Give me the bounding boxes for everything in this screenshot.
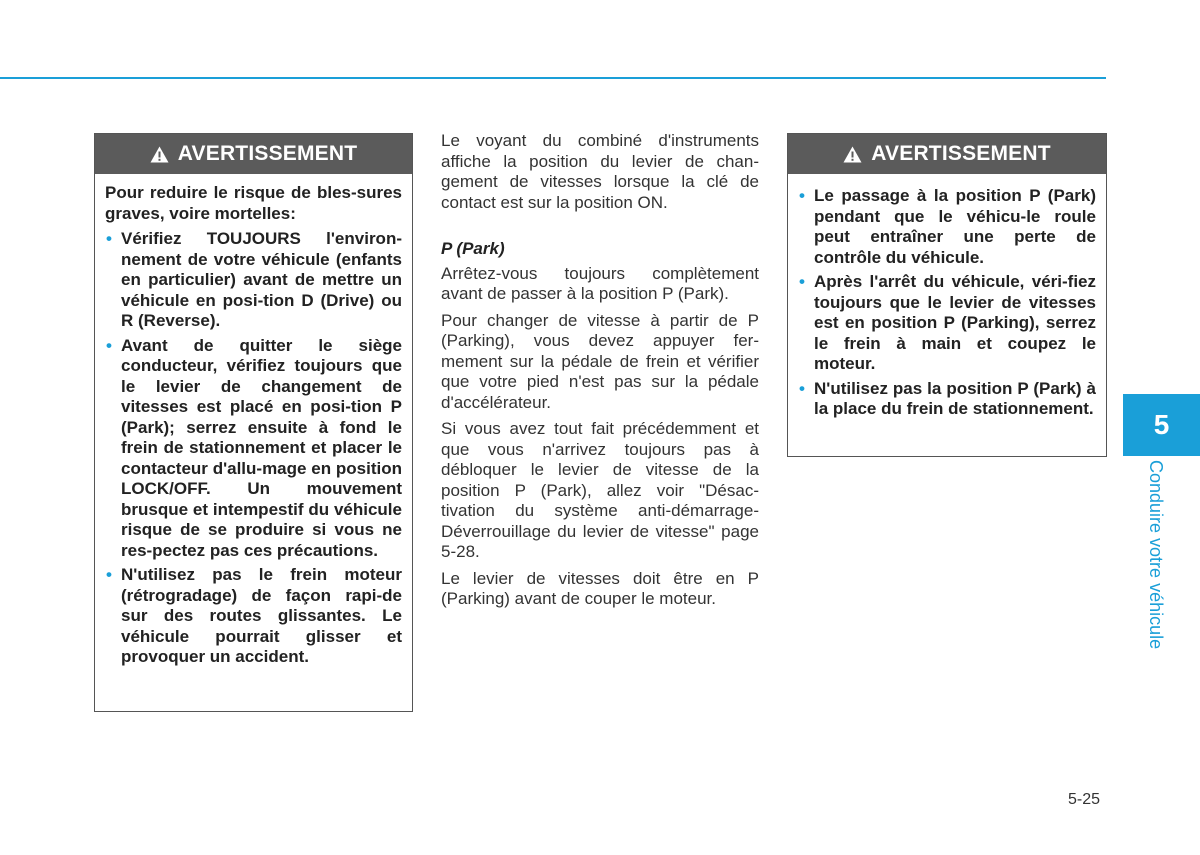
chapter-number-tab: 5 bbox=[1123, 394, 1200, 456]
body-paragraph: Pour changer de vitesse à partir de P (Parking), vous devez appuyer fer-mement sur la pédale de frein et vérifier que votre pied n'est pas sur la pédale d'accélérateur. bbox=[441, 310, 759, 412]
warning-body bbox=[788, 174, 1106, 436]
warning-header bbox=[788, 134, 1106, 174]
body-paragraph: Arrêtez-vous toujours complètement avant de passer à la position P (Park). bbox=[441, 263, 759, 303]
warning-box-right bbox=[787, 133, 1107, 457]
warning-intro: Pour reduire le risque de bles-sures graves, voire mortelles: bbox=[105, 183, 402, 223]
warning-triangle-icon bbox=[843, 146, 862, 163]
warning-triangle-icon bbox=[150, 146, 169, 163]
header-rule bbox=[0, 77, 1106, 79]
warning-bullet: • Le passage à la position P (Park) pendant que le véhicu-le roule peut entraîner une perte de contrôle du véhicule. bbox=[798, 186, 1096, 268]
warning-bullet-list bbox=[798, 186, 1096, 420]
warning-header bbox=[95, 134, 412, 174]
warning-bullet: • N'utilisez pas la position P (Park) à la place du frein de stationnement. bbox=[798, 379, 1096, 420]
section-heading: P (Park) bbox=[441, 239, 505, 258]
body-text-column bbox=[441, 131, 759, 616]
warning-bullet: • Vérifiez TOUJOURS l'environ-nement de votre véhicule (enfants en particulier) avant de mettre un véhicule en posi-tion D (Drive) ou R (Reverse). bbox=[105, 229, 402, 332]
warning-bullet: • Avant de quitter le siège conducteur, vérifiez toujours que le levier de changement de vitesses est placé en posi-tion P (Park); serrez ensuite à fond le frein de stationnement et placer le contacteur d'allu-mage en position LOCK/OFF. Un mouvement brusque et intempestif du véhicule risque de se produire si vous ne res-pectez pas ces précautions. bbox=[105, 336, 402, 562]
body-paragraph: Le levier de vitesses doit être en P (Parking) avant de couper le moteur. bbox=[441, 568, 759, 608]
warning-title: AVERTISSEMENT bbox=[871, 142, 1051, 165]
warning-body bbox=[95, 174, 412, 684]
warning-title: AVERTISSEMENT bbox=[177, 142, 358, 165]
warning-box-left bbox=[94, 133, 413, 712]
body-paragraph: Si vous avez tout fait précédemment et que vous n'arrivez toujours pas à débloquer le levier de vitesse de la position P (Park), allez voir "Désac-tivation du système anti-démarrage-Déverrouillage du levier de vitesse" page 5-28. bbox=[441, 419, 759, 561]
intro-paragraph: Le voyant du combiné d'instruments affiche la position du levier de chan-gement de vitesses lorsque la clé de contact est sur la position ON. bbox=[441, 131, 759, 212]
page-number: 5-25 bbox=[1068, 791, 1101, 808]
warning-bullet-list bbox=[105, 229, 402, 668]
chapter-title: Conduire votre véhicule bbox=[1146, 460, 1166, 650]
warning-bullet: • Après l'arrêt du véhicule, véri-fiez toujours que le levier de vitesses est en position P (Parking), serrez le frein à main et coupez le moteur. bbox=[798, 272, 1096, 375]
warning-bullet: • N'utilisez pas le frein moteur (rétrogradage) de façon rapi-de sur des routes glissantes. Le véhicule pourrait glisser et provoquer un accident. bbox=[105, 565, 402, 668]
